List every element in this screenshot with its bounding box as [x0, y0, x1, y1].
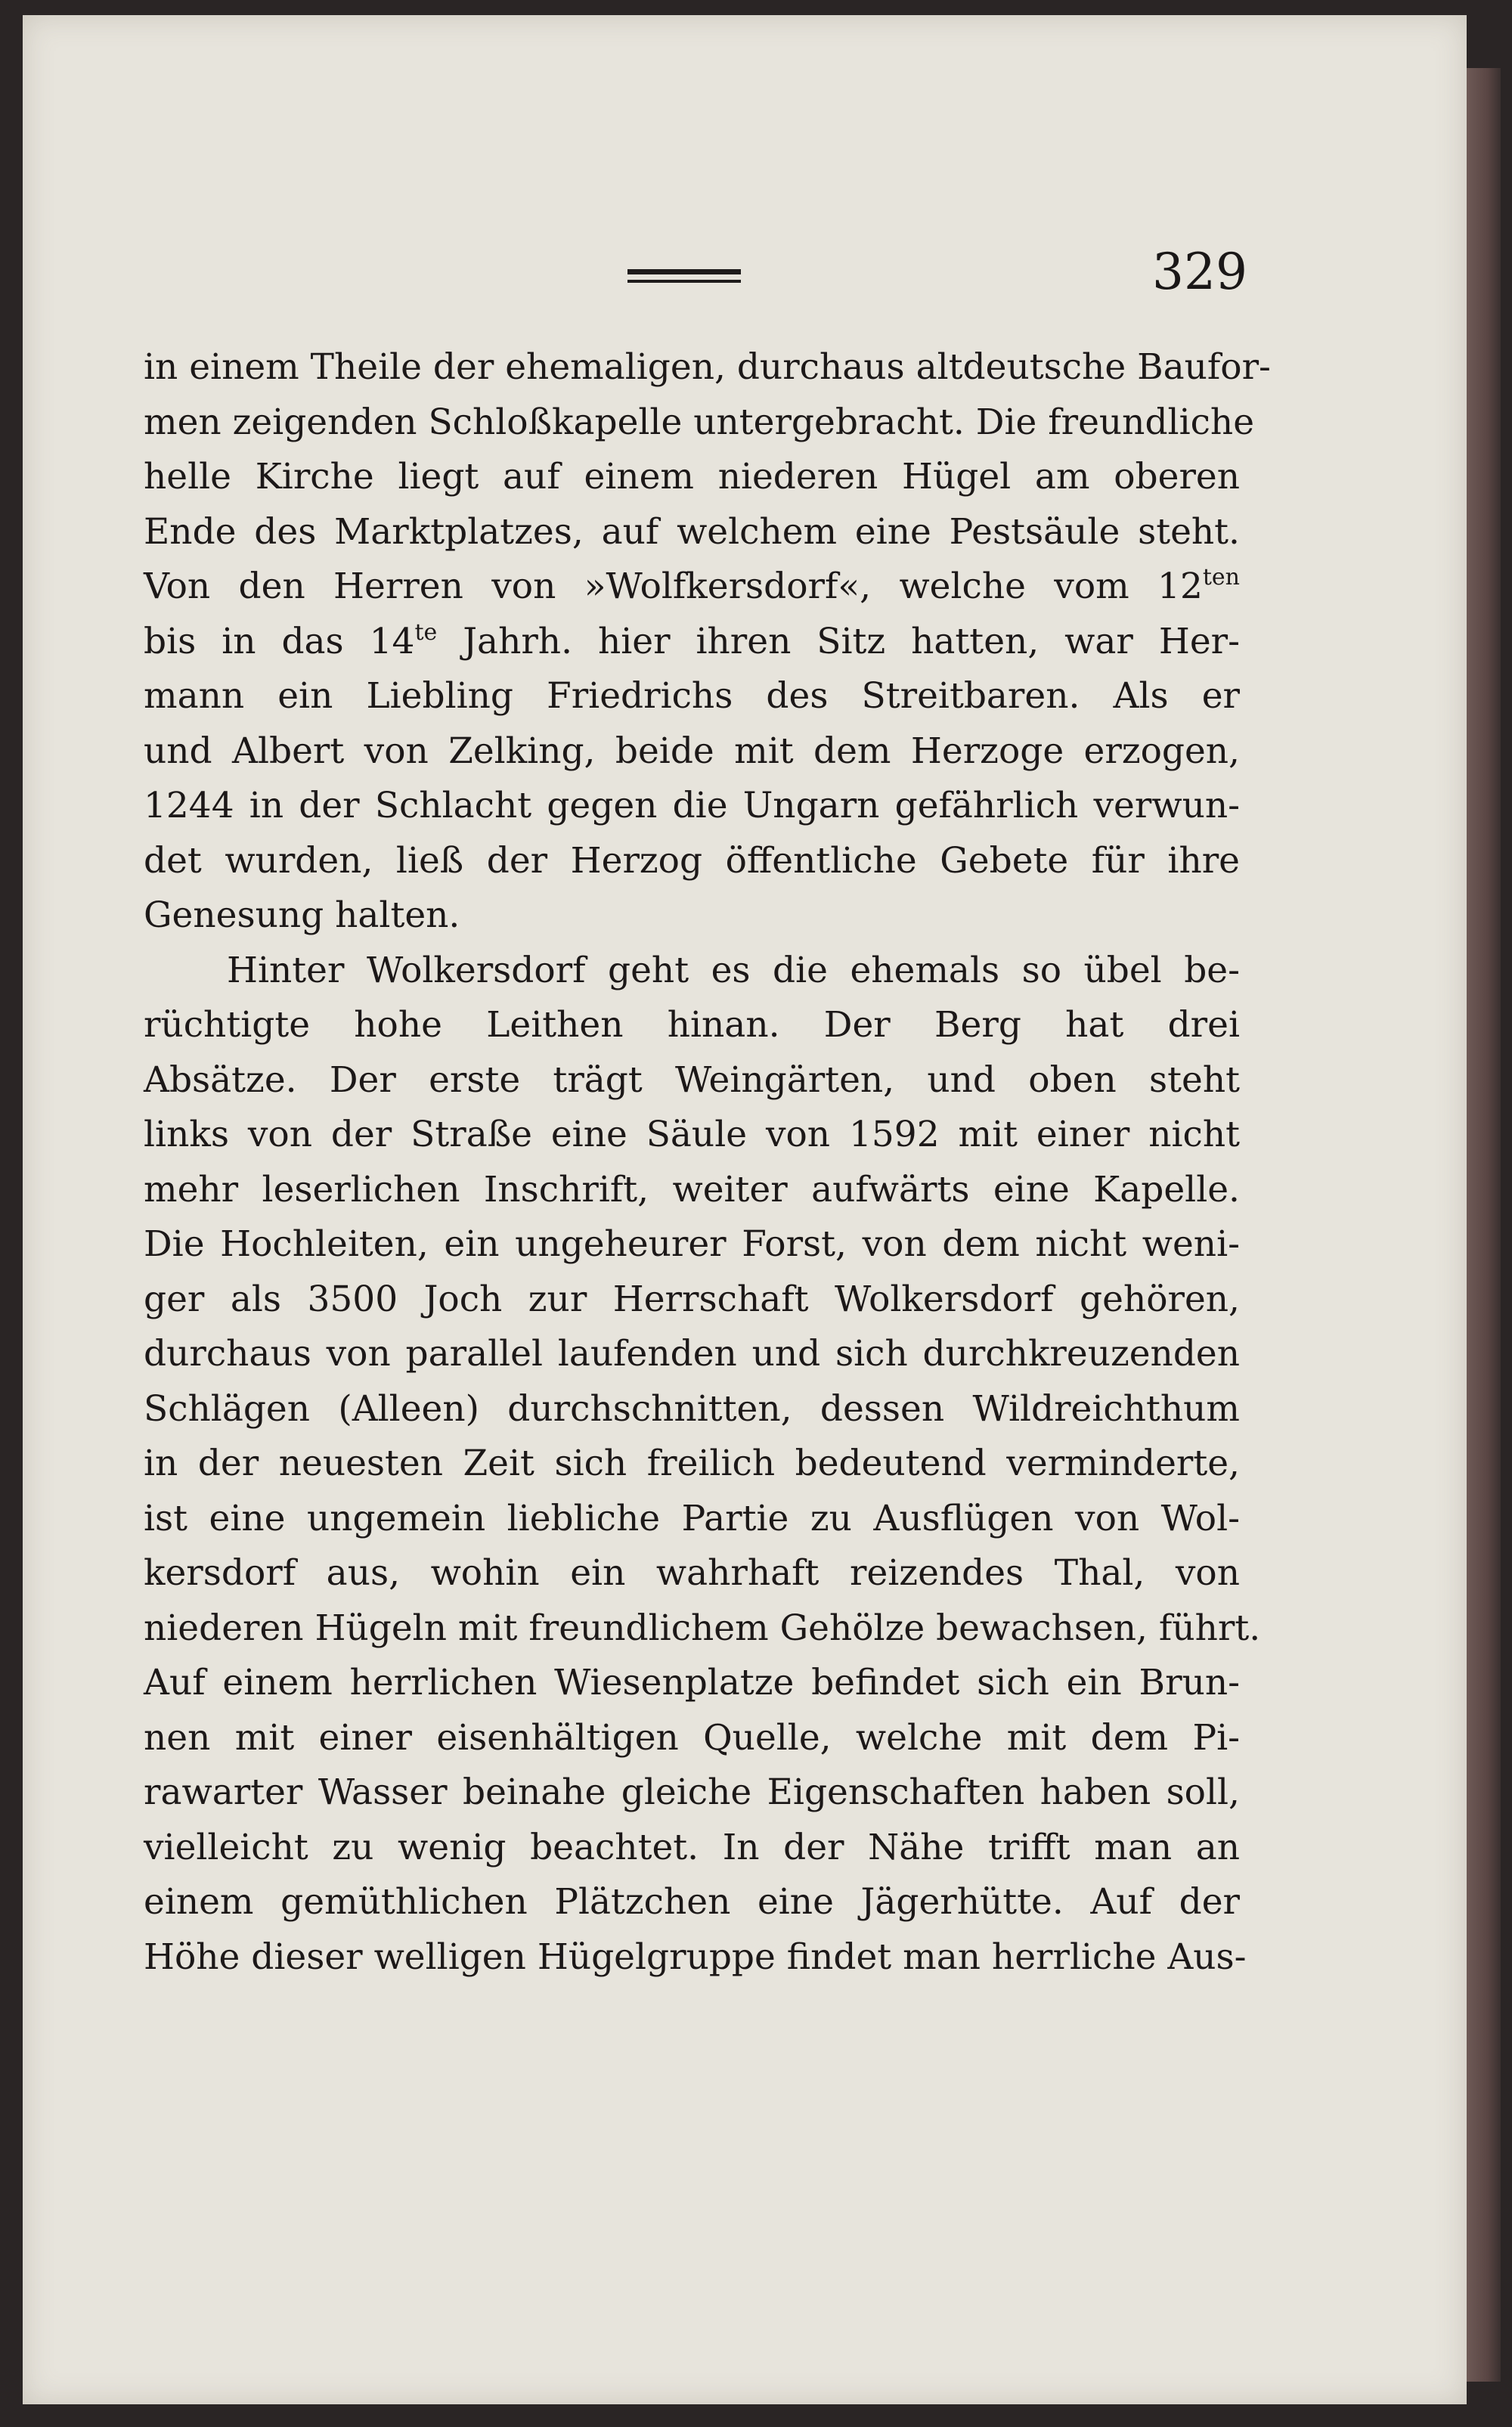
text-line-part: bis in das 14 — [144, 620, 415, 662]
text-line: mann ein Liebling Friedrichs des Streitbaren. Als er — [144, 675, 1240, 717]
body-text — [144, 340, 1271, 2034]
text-line: nen mit einer eisenhältigen Quelle, welche mit dem Pi- — [144, 1716, 1240, 1759]
text-line: Ende des Marktplatzes, auf welchem eine Pestsäule steht. — [144, 510, 1240, 553]
head-rule — [627, 269, 741, 283]
text-line: niederen Hügeln mit freundlichem Gehölze bewachsen, führt. — [144, 1607, 1261, 1649]
text-line: Schlägen (Alleen) durchschnitten, dessen Wildreichthum — [144, 1387, 1240, 1430]
text-line: Hinter Wolkersdorf geht es die ehemals so übel be- — [227, 949, 1240, 991]
text-line: kersdorf aus, wohin ein wahrhaft reizendes Thal, von — [144, 1552, 1240, 1594]
text-line: rawarter Wasser beinahe gleiche Eigenschaften haben soll, — [144, 1771, 1240, 1813]
text-line-part: Jahrh. hier ihren Sitz hatten, war Her- — [437, 620, 1240, 662]
page-number: 329 — [1152, 243, 1247, 301]
text-line: Die Hochleiten, ein ungeheurer Forst, von dem nicht weni- — [144, 1223, 1240, 1265]
text-line: links von der Straße eine Säule von 1592 mit einer nicht — [144, 1114, 1240, 1155]
text-line: und Albert von Zelking, beide mit dem Herzoge erzogen, — [144, 730, 1240, 772]
text-line: einem gemüthlichen Plätzchen eine Jägerhütte. Auf der — [144, 1881, 1240, 1923]
text-line: ist eine ungemein liebliche Partie zu Ausflügen von Wol- — [144, 1497, 1240, 1539]
book-page — [23, 15, 1467, 2404]
text-line: in der neuesten Zeit sich freilich bedeutend verminderte, — [144, 1443, 1240, 1484]
text-line: in einem Theile der ehemaligen, durchaus altdeutsche Baufor- — [144, 346, 1271, 388]
text-line: helle Kirche liegt auf einem niederen Hügel am oberen — [144, 456, 1240, 497]
text-line: durchaus von parallel laufenden und sich durchkreuzenden — [144, 1333, 1240, 1375]
superscript: ten — [1202, 564, 1240, 590]
text-line: mehr leserlichen Inschrift, weiter aufwärts eine Kapelle. — [144, 1168, 1240, 1210]
superscript: te — [414, 618, 438, 646]
text-line: Auf einem herrlichen Wiesenplatze befindet sich ein Brun- — [144, 1662, 1240, 1703]
text-line: vielleicht zu wenig beachtet. In der Nähe trifft man an — [144, 1826, 1240, 1868]
text-line: Höhe dieser welligen Hügelgruppe findet man herrliche Aus- — [144, 1936, 1247, 1978]
text-line: det wurden, ließ der Herzog öffentliche Gebete für ihre — [144, 839, 1240, 882]
text-line: ger als 3500 Joch zur Herrschaft Wolkersdorf gehören, — [144, 1278, 1240, 1320]
text-line: 1244 in der Schlacht gegen die Ungarn gefährlich verwun- — [144, 785, 1240, 826]
text-line: Genesung halten. — [144, 894, 460, 936]
text-line: Absätze. Der erste trägt Weingärten, und oben steht — [144, 1059, 1240, 1101]
page-edge — [1467, 68, 1501, 2382]
text-line-part: Von den Herren von »Wolfkersdorf«, welche vom 12 — [144, 566, 1203, 607]
running-head — [23, 15, 1467, 333]
text-line — [144, 559, 1240, 615]
text-line: rüchtigte hohe Leithen hinan. Der Berg hat drei — [144, 1004, 1240, 1046]
text-line: men zeigenden Schloßkapelle untergebracht. Die freundliche — [144, 401, 1255, 443]
text-line — [144, 615, 1240, 670]
